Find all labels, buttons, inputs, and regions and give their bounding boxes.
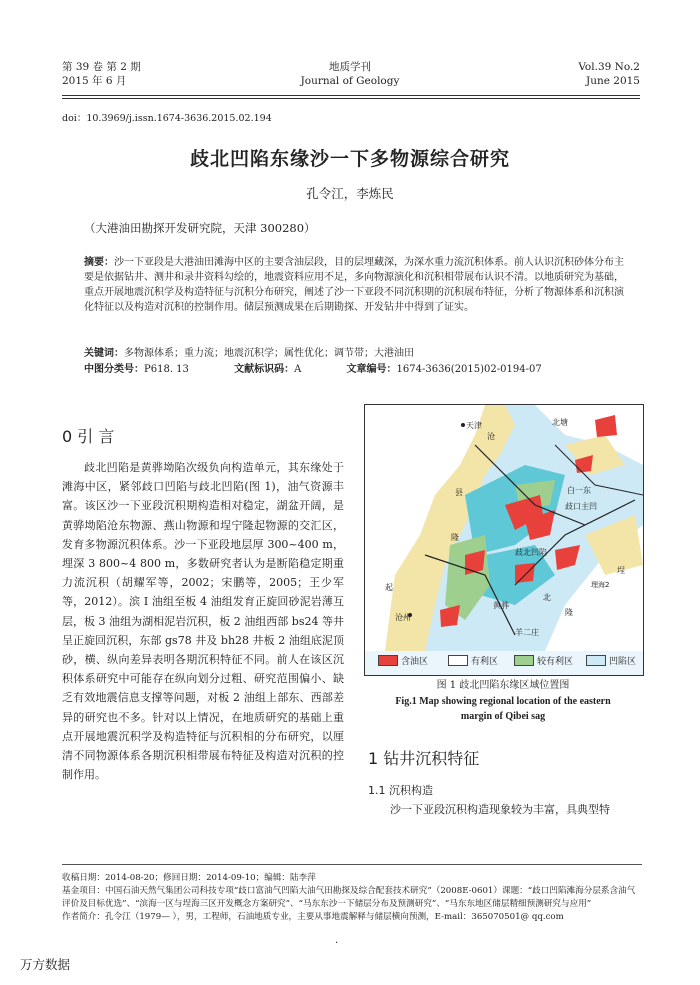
legend-swatch-oil <box>378 655 398 666</box>
funding: 基金项目：中国石油天然气集团公司科技专项“歧口富油气凹陷大油气田勘探及综合配套技术研究”（2008E-0601）课题：“歧口凹陷滩海分层系含油气评价及目标优选”、“滨海一区与埕海三区开发概念方案研究”、“马东东沙一下储层分布及预测研究”、“马东东地区储层精细预测研究与应用” <box>62 886 636 909</box>
legend-swatch-favorable <box>448 655 468 666</box>
journal-name: 地质学刊 Journal of Geology <box>300 61 400 87</box>
map-label: 羊二庄 <box>515 628 539 637</box>
watermark: 万方数据 <box>20 957 71 972</box>
map-label: 隆 <box>565 608 573 617</box>
header-rule <box>62 98 640 99</box>
legend-item: 有利区 <box>448 654 498 667</box>
abstract <box>84 255 624 315</box>
map-label: 白一东 <box>567 486 591 495</box>
volume-issue: 第 39 卷 第 2 期 2015 年 6 月 <box>62 61 141 87</box>
map-label: 埕 <box>617 566 625 575</box>
received-date: 收稿日期：2014-08-20；修回日期：2014-09-10；编辑：陆李萍 <box>62 873 316 883</box>
map-label: 北 <box>543 593 551 602</box>
header-rule <box>62 95 640 96</box>
abstract-text: 沙一下亚段是大港油田滩海中区的主要含油层段，目的层埋藏深，为深水重力流沉积体系。前人认识沉积砂体分布主要是依据钻井、测井和录井资料勾绘的，地震资料应用不足，多向物源演化和沉积相带展布认识不清。以地质研究为基础，重点开展地震沉积学及构造特征与沉积分布研究，阐述了沙一下亚段不同沉积期的沉积展布特征，分析了物源体系和沉积演化特征以及构造对沉积的控制作用。储层预测成果在后期勘探、开发钻井中得到了证实。 <box>84 257 624 313</box>
legend-item: 较有利区 <box>514 654 573 667</box>
affiliation: （大港油田勘探开发研究院，天津 300280） <box>84 221 316 235</box>
section1-body: 沙一下亚段沉积构造现象较为丰富，具典型特 <box>390 803 610 816</box>
footnotes <box>62 872 642 924</box>
authors: 孔令江，李炼民 <box>306 186 394 201</box>
figure-caption-en: Fig.1 Map showing regional location of the eastern margin of Qibei sag <box>395 696 611 722</box>
paper-title: 歧北凹陷东缘沙一下多物源综合研究 <box>189 148 510 170</box>
volume-issue-en: Vol.39 No.2 June 2015 <box>578 61 640 87</box>
map-label: 隆 <box>451 533 459 542</box>
map-graphic <box>365 405 643 651</box>
regional-location-map <box>364 404 644 676</box>
abstract-label: 摘要： <box>84 257 114 268</box>
classification: 中图分类号：P618. 13 文献标识码：A 文章编号：1674-3636(2015)02-0194-07 <box>84 364 542 375</box>
introduction-body <box>62 458 344 784</box>
doi: doi：10.3969/j.issn.1674-3636.2015.02.194 <box>62 113 272 124</box>
section-heading-drilling: 1 钻井沉积特征 <box>368 749 480 768</box>
legend-item: 凹陷区 <box>586 654 636 667</box>
keywords: 关键词：多物源体系；重力流；地震沉积学；属性优化；调节带；大港油田 <box>84 348 414 359</box>
map-label: 起 <box>385 583 393 592</box>
map-label: 歧北凹陷 <box>515 548 547 557</box>
footnote-rule <box>62 864 642 865</box>
map-legend <box>364 650 642 670</box>
map-label: 黄骅 <box>493 601 509 610</box>
paragraph: 歧北凹陷是黄骅坳陷次级负向构造单元，其东缘处于滩海中区，紧邻歧口凹陷与歧北凹陷(图 1)，油气资源丰富。该区沙一下亚段沉积期构造相对稳定，湖盆开阔，是黄骅坳陷沧东物源、燕山物源和埕宁隆起物源的交汇区，发育多物源沉积体系。沙一下亚段地层厚 300~400 m，埋深 3 800~4 800 m，多数研究者认为是断陷稳定期重力流沉积（胡耀军等，2002；宋鹏等，2005；王少军等，2012）。滨 I 油组至板 4 油组发育正旋回砂泥岩薄互层，板 3 油组为湖相泥岩沉积，板 2 油组西部 bs24 等井呈正旋回沉积，东部 gs78 井及 bh28 井板 2 油组底泥顶砂，横、纵向差异表明各期沉积特征不同。前人在该区沉积体系研究中可能存在纵向划分过粗、研究范围偏小、缺乏有效地震信息支撑等问题，对板 2 油组上部东、西部差异的研究也不多。针对以上情况，在地质研究的基础上重点开展地震沉积学及构造特征与沉积相的分布研究，以厘清不同物源体系各期沉积相带展布特征及构造对沉积的控制作用。 <box>62 461 344 782</box>
legend-swatch-depression <box>586 655 606 666</box>
legend-swatch-relatively-favorable <box>514 655 534 666</box>
map-label: 理海2 <box>591 581 610 589</box>
map-label: 北塘 <box>552 418 568 427</box>
map-label: 歧口主凹 <box>565 502 597 511</box>
legend-item: 含油区 <box>378 654 428 667</box>
subsection-heading: 1.1 沉积构造 <box>368 784 433 797</box>
page-number: · <box>335 938 339 949</box>
map-label: 沧州 <box>395 613 411 622</box>
section-heading-introduction: 0 引 言 <box>62 427 115 446</box>
map-label: 天津 <box>466 421 482 430</box>
figure-caption-cn: 图 1 歧北凹陷东缘区域位置图 <box>436 680 570 691</box>
map-label: 沧 <box>487 432 495 441</box>
map-label: 县 <box>455 488 463 497</box>
author-bio: 作者简介：孔令江（1979— ），男，工程师，石油地质专业，主要从事地震解释与储层横向预测，E-mail：365070501@ qq.com <box>62 912 564 922</box>
